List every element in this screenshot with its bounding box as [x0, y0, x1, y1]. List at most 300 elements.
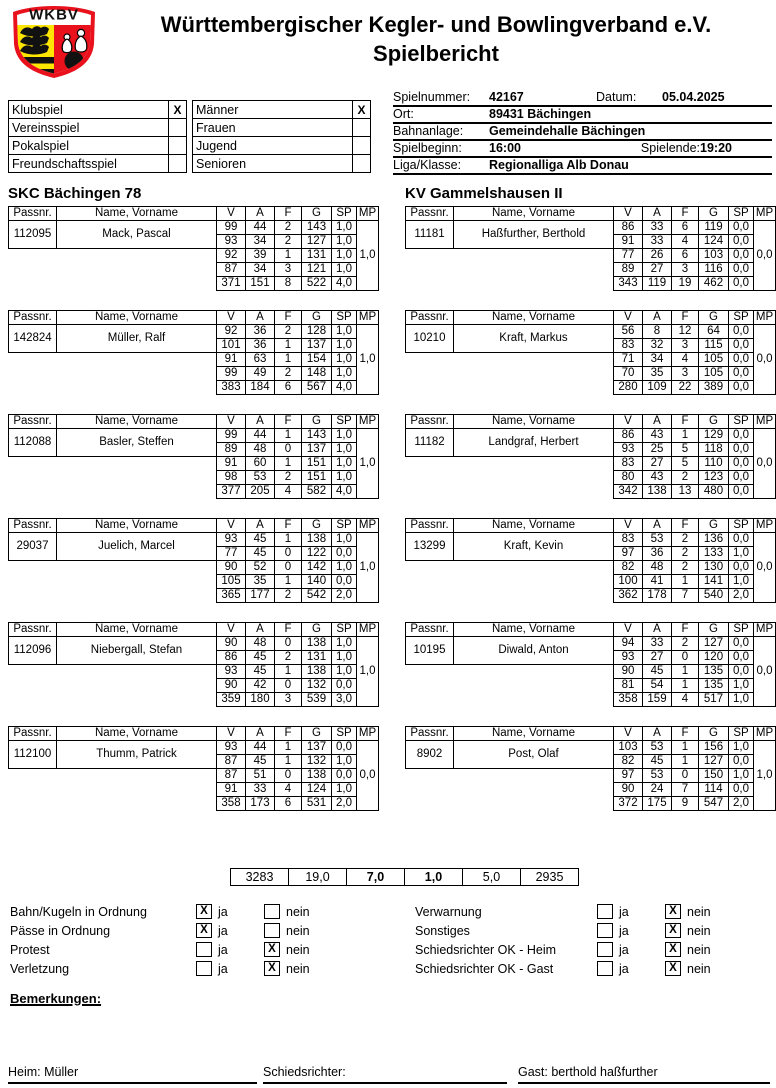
score-cell: 130: [699, 561, 729, 575]
score-cell: 1,0: [332, 353, 357, 367]
ja-checkbox: [196, 942, 212, 957]
score-cell: 567: [302, 381, 332, 395]
score-cell: 137: [302, 443, 332, 457]
score-cell: 1: [672, 575, 699, 589]
score-cell: 36: [643, 547, 672, 561]
lane-row: [406, 561, 776, 575]
score-cell: 42: [246, 679, 275, 693]
check-row: [10, 904, 322, 919]
score-cell: 1,0: [332, 533, 357, 547]
player-name: Haßfurther, Berthold: [454, 221, 614, 249]
lane-row: [9, 741, 379, 755]
score-cell: 35: [643, 367, 672, 381]
col-passnr: Passnr.: [9, 311, 57, 325]
score-cell: 0,0: [729, 429, 754, 443]
mp-value: 1,0: [357, 325, 379, 395]
lane-row: [406, 533, 776, 547]
col-f: F: [672, 727, 699, 741]
col-sp: SP: [332, 311, 357, 325]
match-type-row: [9, 155, 187, 173]
score-cell: 151: [302, 457, 332, 471]
player-name: Juelich, Marcel: [57, 533, 217, 561]
score-cell: 119: [699, 221, 729, 235]
score-cell: 0: [275, 547, 302, 561]
score-cell: 135: [699, 665, 729, 679]
check-label: Schiedsrichter OK - Gast: [415, 961, 554, 976]
ja-checkbox: X: [196, 923, 212, 938]
score-cell: 93: [217, 235, 246, 249]
ja-label: ja: [619, 923, 629, 938]
score-cell: 0,0: [332, 679, 357, 693]
score-cell: 56: [614, 325, 643, 339]
score-cell: 34: [246, 235, 275, 249]
score-cell: 2: [275, 325, 302, 339]
score-cell: 159: [643, 693, 672, 707]
score-cell: 1: [672, 741, 699, 755]
spacer-cell: [9, 353, 217, 395]
score-cell: 1,0: [332, 783, 357, 797]
player-name: Niebergall, Stefan: [57, 637, 217, 665]
player-table: [8, 518, 379, 603]
score-cell: 4: [275, 485, 302, 499]
passnr-value: 29037: [9, 533, 57, 561]
total-cell: 3283: [231, 869, 289, 886]
score-cell: 25: [643, 443, 672, 457]
score-cell: 105: [699, 353, 729, 367]
col-v: V: [217, 623, 246, 637]
score-cell: 48: [246, 443, 275, 457]
col-g: G: [302, 311, 332, 325]
table-header-row: [9, 727, 379, 741]
score-cell: 1,0: [332, 429, 357, 443]
score-cell: 44: [246, 221, 275, 235]
score-cell: 90: [614, 783, 643, 797]
score-cell: 141: [699, 575, 729, 589]
spielende-value: 19:20: [700, 141, 732, 155]
col-v: V: [217, 415, 246, 429]
score-cell: 0,0: [729, 533, 754, 547]
col-f: F: [275, 519, 302, 533]
score-cell: 1,0: [729, 693, 754, 707]
score-cell: 1,0: [729, 679, 754, 693]
match-type-row: [9, 137, 187, 155]
liga-value: Regionalliga Alb Donau: [489, 158, 629, 172]
col-passnr: Passnr.: [406, 311, 454, 325]
score-cell: 4: [672, 693, 699, 707]
check-label: Protest: [10, 942, 50, 957]
score-cell: 5: [672, 443, 699, 457]
spacer-cell: [406, 457, 614, 499]
score-cell: 1,0: [332, 325, 357, 339]
score-cell: 2: [275, 221, 302, 235]
player-name: Müller, Ralf: [57, 325, 217, 353]
check-label: Pässe in Ordnung: [10, 923, 111, 938]
col-f: F: [275, 207, 302, 221]
table-header-row: [406, 519, 776, 533]
col-sp: SP: [729, 519, 754, 533]
total-cell: 2935: [521, 869, 579, 886]
score-cell: 33: [643, 637, 672, 651]
col-mp: MP: [357, 415, 379, 429]
ja-label: ja: [619, 904, 629, 919]
score-cell: 53: [246, 471, 275, 485]
score-cell: 81: [614, 679, 643, 693]
match-type-checkbox: X: [169, 101, 187, 119]
score-cell: 33: [643, 221, 672, 235]
col-g: G: [699, 623, 729, 637]
score-cell: 24: [643, 783, 672, 797]
score-cell: 6: [275, 797, 302, 811]
col-passnr: Passnr.: [406, 207, 454, 221]
score-cell: 103: [699, 249, 729, 263]
category-checkbox: [353, 119, 371, 137]
score-cell: 127: [302, 235, 332, 249]
check-row: [10, 942, 322, 957]
lane-row: [9, 561, 379, 575]
col-g: G: [302, 415, 332, 429]
score-cell: 7: [672, 589, 699, 603]
score-cell: 93: [217, 741, 246, 755]
col-mp: MP: [754, 623, 776, 637]
mp-value: 1,0: [754, 741, 776, 811]
score-cell: 1,0: [332, 339, 357, 353]
col-sp: SP: [729, 623, 754, 637]
match-type-checkbox: [169, 155, 187, 173]
match-type-row: [9, 101, 187, 119]
col-a: A: [246, 623, 275, 637]
score-cell: 2: [672, 547, 699, 561]
score-cell: 0,0: [729, 485, 754, 499]
total-cell: 7,0: [347, 869, 405, 886]
col-v: V: [614, 207, 643, 221]
score-cell: 1: [672, 665, 699, 679]
mp-value: 0,0: [754, 221, 776, 291]
match-type-row: [9, 119, 187, 137]
score-cell: 93: [217, 533, 246, 547]
score-cell: 156: [699, 741, 729, 755]
lane-row: [9, 429, 379, 443]
score-cell: 0: [275, 637, 302, 651]
score-cell: 124: [302, 783, 332, 797]
col-v: V: [614, 415, 643, 429]
score-cell: 127: [699, 755, 729, 769]
remarks-label: Bemerkungen:: [10, 991, 102, 1006]
score-cell: 1: [275, 339, 302, 353]
table-header-row: [9, 415, 379, 429]
home-team-name: SKC Bächingen 78: [8, 185, 142, 202]
score-cell: 43: [643, 471, 672, 485]
score-cell: 3: [275, 263, 302, 277]
category-label: Männer: [193, 101, 353, 119]
ort-label: Ort:: [393, 107, 414, 121]
lane-row: [406, 221, 776, 235]
score-cell: 44: [246, 429, 275, 443]
col-f: F: [672, 207, 699, 221]
score-cell: 143: [302, 429, 332, 443]
col-name: Name, Vorname: [454, 207, 614, 221]
score-cell: 120: [699, 651, 729, 665]
score-cell: 178: [643, 589, 672, 603]
nein-checkbox: X: [665, 961, 681, 976]
passnr-value: 10195: [406, 637, 454, 665]
col-name: Name, Vorname: [454, 727, 614, 741]
player-table: [8, 726, 379, 811]
score-cell: 547: [699, 797, 729, 811]
col-sp: SP: [729, 207, 754, 221]
score-cell: 91: [614, 235, 643, 249]
score-cell: 35: [246, 575, 275, 589]
info-row-spielnummer: [393, 90, 772, 107]
score-cell: 77: [614, 249, 643, 263]
category-label: Senioren: [193, 155, 353, 173]
player-name: Landgraf, Herbert: [454, 429, 614, 457]
col-g: G: [699, 415, 729, 429]
player-table: [405, 726, 776, 811]
table-header-row: [9, 311, 379, 325]
lane-row: [9, 533, 379, 547]
score-cell: 92: [217, 249, 246, 263]
col-a: A: [643, 311, 672, 325]
col-mp: MP: [754, 311, 776, 325]
score-cell: 1: [275, 755, 302, 769]
score-cell: 132: [302, 755, 332, 769]
col-sp: SP: [729, 727, 754, 741]
score-cell: 0,0: [729, 221, 754, 235]
score-cell: 87: [217, 769, 246, 783]
score-cell: 6: [672, 249, 699, 263]
score-cell: 33: [643, 235, 672, 249]
score-cell: 83: [614, 457, 643, 471]
score-cell: 45: [643, 755, 672, 769]
info-row-bahnanlage: [393, 124, 772, 141]
guest-player-tables: [405, 206, 775, 811]
home-player-tables: [8, 206, 378, 811]
col-passnr: Passnr.: [9, 727, 57, 741]
col-v: V: [614, 311, 643, 325]
match-type-checkbox: [169, 137, 187, 155]
score-cell: 389: [699, 381, 729, 395]
col-passnr: Passnr.: [406, 623, 454, 637]
col-g: G: [699, 311, 729, 325]
nein-label: nein: [286, 961, 310, 976]
score-cell: 383: [217, 381, 246, 395]
lane-row: [406, 249, 776, 263]
score-cell: 462: [699, 277, 729, 291]
score-cell: 0: [672, 651, 699, 665]
score-cell: 52: [246, 561, 275, 575]
score-cell: 0,0: [729, 353, 754, 367]
col-v: V: [217, 727, 246, 741]
score-cell: 0,0: [729, 651, 754, 665]
score-cell: 132: [302, 679, 332, 693]
score-cell: 71: [614, 353, 643, 367]
score-cell: 1,0: [332, 755, 357, 769]
score-cell: 0: [672, 769, 699, 783]
svg-text:WKBV: WKBV: [29, 6, 79, 24]
score-cell: 0,0: [729, 325, 754, 339]
score-cell: 1: [275, 575, 302, 589]
datum-value: 05.04.2025: [662, 90, 725, 104]
col-passnr: Passnr.: [406, 415, 454, 429]
info-row-ort: [393, 107, 772, 124]
col-name: Name, Vorname: [454, 311, 614, 325]
nein-label: nein: [687, 923, 711, 938]
score-cell: 177: [246, 589, 275, 603]
col-sp: SP: [332, 207, 357, 221]
score-cell: 92: [217, 325, 246, 339]
score-cell: 33: [246, 783, 275, 797]
check-row: [10, 923, 322, 938]
guest-team-name: KV Gammelshausen II: [405, 185, 563, 202]
score-cell: 1,0: [332, 471, 357, 485]
guest-team-column: [405, 184, 775, 830]
match-type-label: Vereinsspiel: [9, 119, 169, 137]
check-label: Sonstiges: [415, 923, 470, 938]
spielnummer-value: 42167: [489, 90, 524, 104]
col-sp: SP: [332, 727, 357, 741]
score-cell: 4,0: [332, 485, 357, 499]
col-name: Name, Vorname: [57, 415, 217, 429]
col-a: A: [643, 415, 672, 429]
total-cell: 5,0: [463, 869, 521, 886]
score-cell: 4: [672, 353, 699, 367]
score-cell: 150: [699, 769, 729, 783]
table-header-row: [9, 519, 379, 533]
score-cell: 540: [699, 589, 729, 603]
check-row: [10, 961, 322, 976]
col-sp: SP: [729, 311, 754, 325]
score-cell: 122: [302, 547, 332, 561]
score-cell: 128: [302, 325, 332, 339]
match-totals-table: [230, 868, 579, 886]
score-cell: 93: [614, 651, 643, 665]
score-cell: 1,0: [332, 561, 357, 575]
spacer-cell: [9, 249, 217, 291]
score-cell: 19: [672, 277, 699, 291]
score-cell: 143: [302, 221, 332, 235]
score-cell: 90: [217, 679, 246, 693]
col-a: A: [643, 519, 672, 533]
score-cell: 140: [302, 575, 332, 589]
score-cell: 1: [672, 679, 699, 693]
spacer-cell: [9, 561, 217, 603]
table-header-row: [9, 207, 379, 221]
col-g: G: [302, 623, 332, 637]
col-v: V: [614, 623, 643, 637]
score-cell: 115: [699, 339, 729, 353]
col-mp: MP: [357, 623, 379, 637]
score-cell: 99: [217, 429, 246, 443]
ja-label: ja: [218, 904, 228, 919]
col-sp: SP: [332, 415, 357, 429]
score-cell: 45: [246, 651, 275, 665]
nein-label: nein: [286, 942, 310, 957]
score-cell: 8: [643, 325, 672, 339]
score-cell: 2,0: [332, 797, 357, 811]
col-passnr: Passnr.: [9, 207, 57, 221]
col-a: A: [643, 727, 672, 741]
score-cell: 343: [614, 277, 643, 291]
col-mp: MP: [357, 311, 379, 325]
score-cell: 34: [643, 353, 672, 367]
total-cell: 19,0: [289, 869, 347, 886]
spielbeginn-value: 16:00: [489, 141, 521, 155]
score-cell: 131: [302, 651, 332, 665]
score-cell: 49: [246, 367, 275, 381]
score-cell: 1,0: [332, 651, 357, 665]
lane-row: [9, 769, 379, 783]
col-a: A: [643, 207, 672, 221]
score-cell: 342: [614, 485, 643, 499]
check-row: [415, 942, 723, 957]
category-checkbox: [353, 155, 371, 173]
match-type-table: [8, 100, 187, 173]
col-mp: MP: [357, 207, 379, 221]
mp-value: 1,0: [357, 429, 379, 499]
score-cell: 138: [302, 637, 332, 651]
col-name: Name, Vorname: [454, 519, 614, 533]
score-cell: 93: [217, 665, 246, 679]
ja-checkbox: [196, 961, 212, 976]
player-table: [8, 622, 379, 707]
mp-value: 1,0: [357, 533, 379, 603]
score-cell: 542: [302, 589, 332, 603]
score-cell: 27: [643, 457, 672, 471]
col-f: F: [672, 519, 699, 533]
category-checkbox: X: [353, 101, 371, 119]
lane-row: [406, 637, 776, 651]
table-header-row: [406, 623, 776, 637]
score-cell: 82: [614, 561, 643, 575]
score-cell: 2: [275, 589, 302, 603]
score-cell: 41: [643, 575, 672, 589]
col-f: F: [275, 727, 302, 741]
score-cell: 91: [217, 783, 246, 797]
score-cell: 3,0: [332, 693, 357, 707]
col-a: A: [246, 727, 275, 741]
ja-label: ja: [619, 942, 629, 957]
lane-row: [406, 769, 776, 783]
passnr-value: 11182: [406, 429, 454, 457]
spielnummer-label: Spielnummer:: [393, 90, 471, 104]
passnr-value: 112100: [9, 741, 57, 769]
nein-checkbox: [264, 904, 280, 919]
score-cell: 121: [302, 263, 332, 277]
col-v: V: [217, 311, 246, 325]
nein-label: nein: [687, 942, 711, 957]
lane-row: [406, 353, 776, 367]
score-cell: 0: [275, 679, 302, 693]
score-cell: 1,0: [332, 443, 357, 457]
col-name: Name, Vorname: [57, 623, 217, 637]
score-cell: 131: [302, 249, 332, 263]
score-cell: 1: [275, 741, 302, 755]
score-cell: 151: [246, 277, 275, 291]
col-passnr: Passnr.: [406, 519, 454, 533]
score-cell: 12: [672, 325, 699, 339]
passnr-value: 112095: [9, 221, 57, 249]
score-cell: 48: [246, 637, 275, 651]
score-cell: 43: [643, 429, 672, 443]
score-cell: 377: [217, 485, 246, 499]
score-cell: 0,0: [729, 783, 754, 797]
lane-row: [406, 429, 776, 443]
category-row: [193, 137, 371, 155]
score-cell: 3: [275, 693, 302, 707]
player-table: [8, 414, 379, 499]
score-cell: 531: [302, 797, 332, 811]
player-table: [8, 206, 379, 291]
